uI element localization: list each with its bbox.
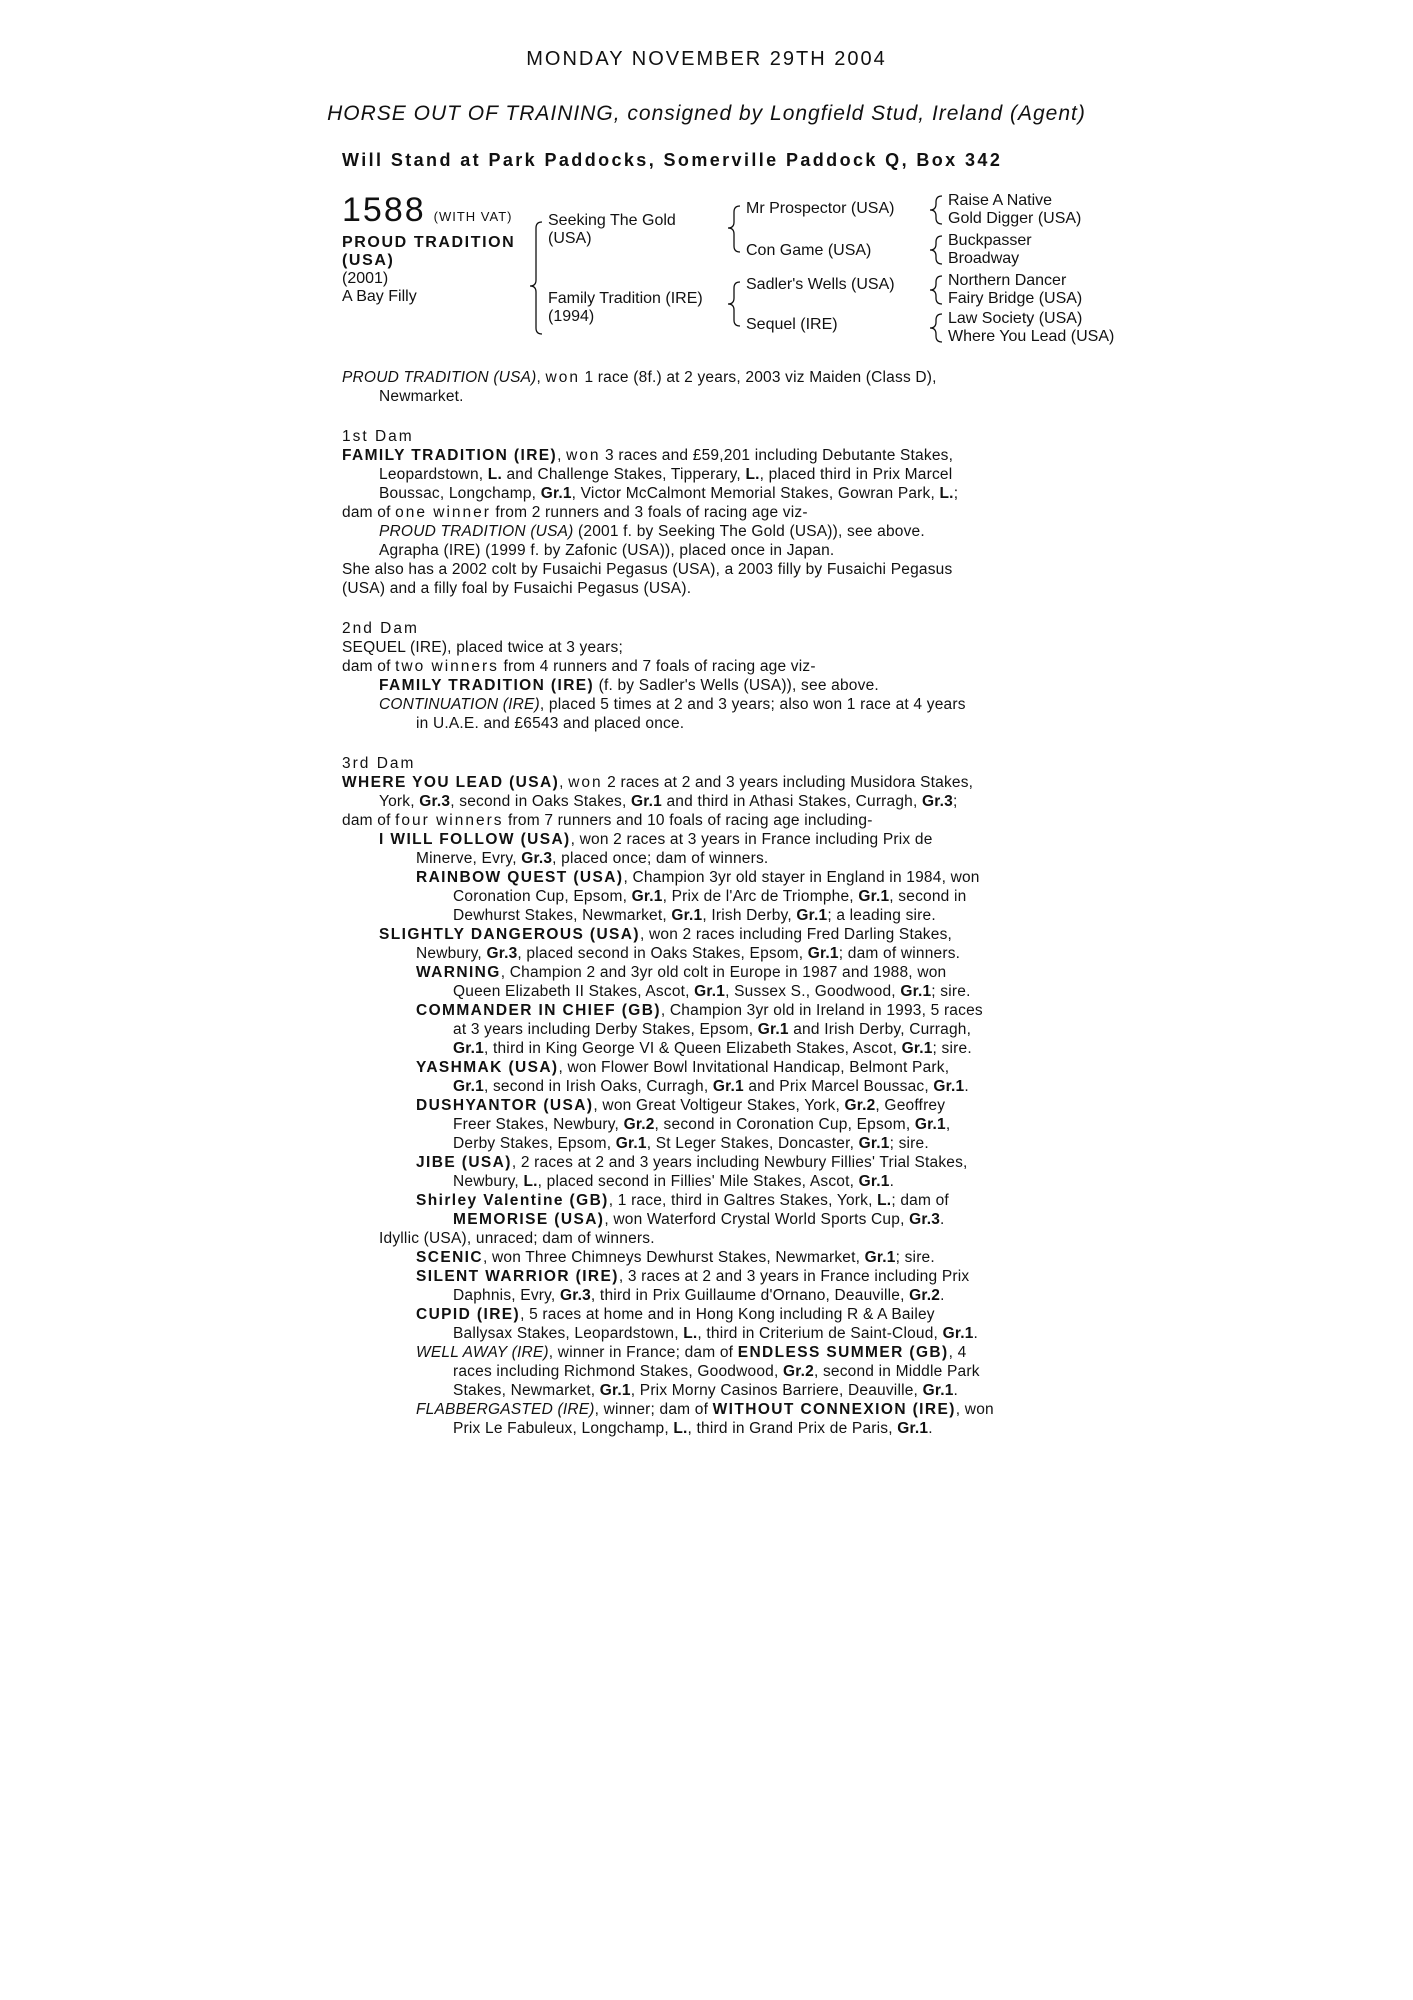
commander-in-chief-2: at 3 years including Derby Stakes, Epsom, Gr.1 and Irish Derby, Curragh, <box>453 1021 972 1038</box>
commander-in-chief: COMMANDER IN CHIEF (GB), Champion 3yr old in Ireland in 1993, 5 races <box>416 1002 983 1019</box>
jibe: JIBE (USA), 2 races at 2 and 3 years including Newbury Fillies' Trial Stakes, <box>416 1154 968 1171</box>
yashmak-2: Gr.1, second in Irish Oaks, Curragh, Gr.1 and Prix Marcel Boussac, Gr.1. <box>453 1078 969 1095</box>
dam2-line5: in U.A.E. and £6543 and placed once. <box>416 715 685 732</box>
pedigree-block <box>342 192 1162 352</box>
dushyantor: DUSHYANTOR (USA), won Great Voltigeur Stakes, York, Gr.2, Geoffrey <box>416 1097 946 1114</box>
idyllic: Idyllic (USA), unraced; dam of winners. <box>379 1230 655 1247</box>
gs-bracket-4 <box>930 314 942 342</box>
dam2-line2: dam of two winners from 4 runners and 7 foals of racing age viz- <box>342 658 816 675</box>
grandsire-3: Buckpasser <box>948 232 1032 249</box>
dam1-line2: Leopardstown, L. and Challenge Stakes, Tipperary, L., placed third in Prix Marcel <box>379 466 953 483</box>
gs-bracket-3 <box>930 276 942 304</box>
dam1-line3: Boussac, Longchamp, Gr.1, Victor McCalmont Memorial Stakes, Gowran Park, L.; <box>379 485 959 502</box>
rainbow-quest-3: Dewhurst Stakes, Newmarket, Gr.1, Irish Derby, Gr.1; a leading sire. <box>453 907 936 924</box>
well-away-2: races including Richmond Stakes, Goodwood, Gr.2, second in Middle Park <box>453 1363 980 1380</box>
dam-dam: Sequel (IRE) <box>746 316 838 333</box>
horse-name-line1: PROUD TRADITION <box>342 234 516 251</box>
warning: WARNING, Champion 2 and 3yr old colt in Europe in 1987 and 1988, won <box>416 964 947 981</box>
stand-location: Will Stand at Park Paddocks, Somerville Paddock Q, Box 342 <box>342 150 1003 170</box>
lot-number-line <box>342 192 512 228</box>
dam1-line1: FAMILY TRADITION (IRE), won 3 races and £59,201 including Debutante Stakes, <box>342 447 954 464</box>
warning-2: Queen Elizabeth II Stakes, Ascot, Gr.1, Sussex S., Goodwood, Gr.1; sire. <box>453 983 971 1000</box>
slightly-dangerous-2: Newbury, Gr.3, placed second in Oaks Stakes, Epsom, Gr.1; dam of winners. <box>416 945 961 962</box>
dam-line1: Family Tradition (IRE) <box>548 290 703 307</box>
horse-description: A Bay Filly <box>342 288 417 305</box>
sire-sire: Mr Prospector (USA) <box>746 200 895 217</box>
main-bracket <box>530 222 542 334</box>
dam-sire: Sadler's Wells (USA) <box>746 276 895 293</box>
dam3-line2: York, Gr.3, second in Oaks Stakes, Gr.1 and third in Athasi Stakes, Curragh, Gr.3; <box>379 793 958 810</box>
dam1-heading: 1st Dam <box>342 428 414 445</box>
dushyantor-3: Derby Stakes, Epsom, Gr.1, St Leger Stakes, Doncaster, Gr.1; sire. <box>453 1135 929 1152</box>
grandsire-8: Where You Lead (USA) <box>948 328 1115 345</box>
gs-bracket-1 <box>930 196 942 224</box>
dam3-heading: 3rd Dam <box>342 755 416 772</box>
flabbergasted: FLABBERGASTED (IRE), winner; dam of WITHOUT CONNEXION (IRE), won <box>416 1401 994 1418</box>
intro-line2: Newmarket. <box>379 388 464 405</box>
grandsire-5: Northern Dancer <box>948 272 1067 289</box>
sale-date: MONDAY NOVEMBER 29TH 2004 <box>526 48 887 70</box>
dam3-line1: WHERE YOU LEAD (USA), won 2 races at 2 and 3 years including Musidora Stakes, <box>342 774 974 791</box>
grandsire-1: Raise A Native <box>948 192 1053 209</box>
grandsire-2: Gold Digger (USA) <box>948 210 1082 227</box>
slightly-dangerous: SLIGHTLY DANGEROUS (USA), won 2 races including Fred Darling Stakes, <box>379 926 953 943</box>
cupid-2: Ballysax Stakes, Leopardstown, L., third in Criterium de Saint-Cloud, Gr.1. <box>453 1325 979 1342</box>
dam1-line6: Agrapha (IRE) (1999 f. by Zafonic (USA)), placed once in Japan. <box>379 542 835 559</box>
i-will-follow-2: Minerve, Evry, Gr.3, placed once; dam of winners. <box>416 850 769 867</box>
dam2-line1: SEQUEL (IRE), placed twice at 3 years; <box>342 639 623 656</box>
sire-line2: (USA) <box>548 230 592 247</box>
jibe-2: Newbury, L., placed second in Fillies' Mile Stakes, Ascot, Gr.1. <box>453 1173 895 1190</box>
yashmak: YASHMAK (USA), won Flower Bowl Invitational Handicap, Belmont Park, <box>416 1059 950 1076</box>
well-away-3: Stakes, Newmarket, Gr.1, Prix Morny Casinos Barriere, Deauville, Gr.1. <box>453 1382 959 1399</box>
dam3-line3: dam of four winners from 7 runners and 10 foals of racing age including- <box>342 812 873 829</box>
dam1-line8: (USA) and a filly foal by Fusaichi Pegasus (USA). <box>342 580 692 597</box>
flabbergasted-2: Prix Le Fabuleux, Longchamp, L., third in Grand Prix de Paris, Gr.1. <box>453 1420 933 1437</box>
dam2-heading: 2nd Dam <box>342 620 419 637</box>
cupid: CUPID (IRE), 5 races at home and in Hong Kong including R & A Bailey <box>416 1306 935 1323</box>
lot-number: 1588 <box>342 191 426 229</box>
gs-bracket-2 <box>930 236 942 264</box>
consignment-line: HORSE OUT OF TRAINING, consigned by Longfield Stud, Ireland (Agent) <box>327 102 1086 125</box>
dam2-line3: FAMILY TRADITION (IRE) (f. by Sadler's Wells (USA)), see above. <box>379 677 879 694</box>
shirley-valentine-2: MEMORISE (USA), won Waterford Crystal World Sports Cup, Gr.3. <box>453 1211 945 1228</box>
shirley-valentine: Shirley Valentine (GB), 1 race, third in Galtres Stakes, York, L.; dam of <box>416 1192 949 1209</box>
sire-bracket <box>728 206 740 252</box>
dushyantor-2: Freer Stakes, Newbury, Gr.2, second in Coronation Cup, Epsom, Gr.1, <box>453 1116 951 1133</box>
i-will-follow: I WILL FOLLOW (USA), won 2 races at 3 years in France including Prix de <box>379 831 933 848</box>
sire-dam: Con Game (USA) <box>746 242 872 259</box>
grandsire-7: Law Society (USA) <box>948 310 1083 327</box>
grandsire-6: Fairy Bridge (USA) <box>948 290 1083 307</box>
intro-line: PROUD TRADITION (USA), won 1 race (8f.) at 2 years, 2003 viz Maiden (Class D), <box>342 369 937 386</box>
silent-warrior: SILENT WARRIOR (IRE), 3 races at 2 and 3 years in France including Prix <box>416 1268 970 1285</box>
grandsire-4: Broadway <box>948 250 1020 267</box>
dam-bracket <box>728 282 740 326</box>
dam1-line4: dam of one winner from 2 runners and 3 foals of racing age viz- <box>342 504 808 521</box>
scenic: SCENIC, won Three Chimneys Dewhurst Stakes, Newmarket, Gr.1; sire. <box>416 1249 935 1266</box>
foaling-year: (2001) <box>342 270 389 287</box>
dam1-line5: PROUD TRADITION (USA) (2001 f. by Seeking The Gold (USA)), see above. <box>379 523 925 540</box>
horse-name-line2: (USA) <box>342 252 395 269</box>
dam1-line7: She also has a 2002 colt by Fusaichi Pegasus (USA), a 2003 filly by Fusaichi Pegasus <box>342 561 953 578</box>
rainbow-quest-2: Coronation Cup, Epsom, Gr.1, Prix de l'Arc de Triomphe, Gr.1, second in <box>453 888 967 905</box>
dam-line2: (1994) <box>548 308 595 325</box>
vat-note: (WITH VAT) <box>433 209 513 224</box>
dam2-line4: CONTINUATION (IRE), placed 5 times at 2 and 3 years; also won 1 race at 4 years <box>379 696 966 713</box>
rainbow-quest: RAINBOW QUEST (USA), Champion 3yr old stayer in England in 1984, won <box>416 869 980 886</box>
commander-in-chief-3: Gr.1, third in King George VI & Queen Elizabeth Stakes, Ascot, Gr.1; sire. <box>453 1040 972 1057</box>
well-away: WELL AWAY (IRE), winner in France; dam of ENDLESS SUMMER (GB), 4 <box>416 1344 967 1361</box>
catalogue-body <box>342 368 1088 1438</box>
sire-line1: Seeking The Gold <box>548 212 676 229</box>
silent-warrior-2: Daphnis, Evry, Gr.3, third in Prix Guillaume d'Ornano, Deauville, Gr.2. <box>453 1287 945 1304</box>
